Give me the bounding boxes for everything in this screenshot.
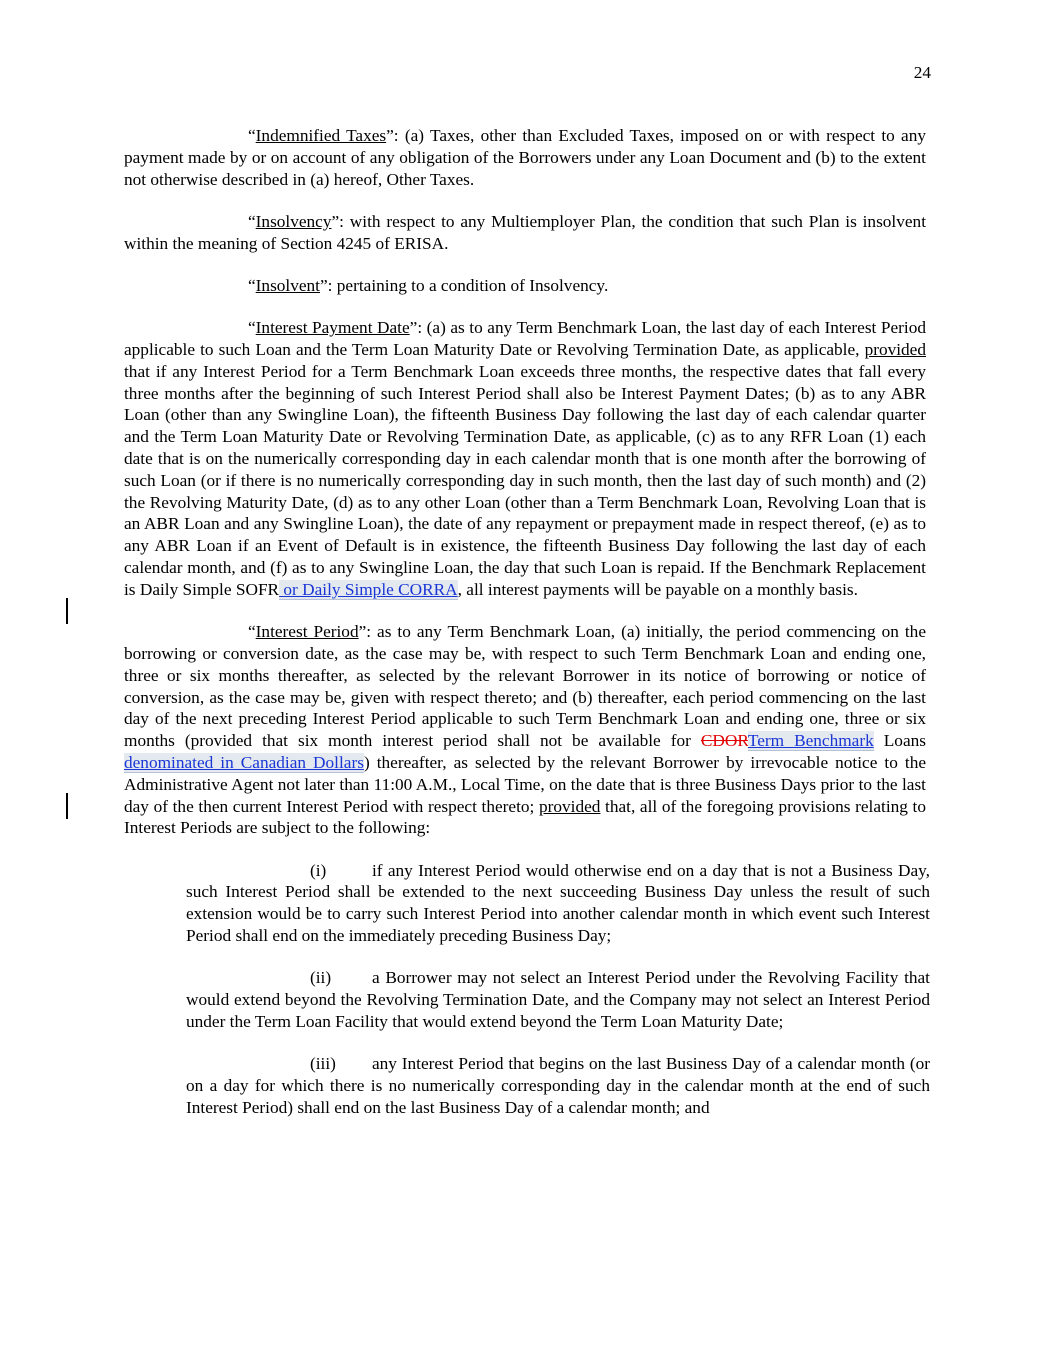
- definition-text: : with respect to any Multiemployer Plan, the condition that such Plan is insolvent within the meaning of Section 4245 of ERISA.: [124, 211, 926, 253]
- definition-insolvency: “Insolvency”: with respect to any Multiemployer Plan, the condition that such Plan is insolvent within the meaning of Section 4245 of ERISA.: [124, 211, 926, 253]
- clause-text: a Borrower may not select an Interest Period under the Revolving Facility that would extend beyond the Revolving Termination Date, and the Company may not select an Interest Period under the Term Loan Facility that would extend beyond the Term Loan Maturity Date;: [186, 968, 930, 1031]
- defined-term: Indemnified Taxes: [255, 126, 387, 145]
- defined-term: Interest Payment Date: [255, 318, 410, 338]
- inserted-text: denominated in Canadian Dollars: [124, 752, 364, 772]
- definition-text: : pertaining to a condition of Insolvency.: [327, 275, 609, 295]
- defined-term: Insolvency: [255, 211, 332, 231]
- definition-text: : (a) as to any Term Benchmark Loan, the last day of each Interest Period applicable to such Loan and the Term Loan Maturity Date or Revolving Termination Date, as applicable,: [124, 318, 926, 360]
- defined-term: Interest Period: [255, 622, 359, 642]
- page-number: 24: [913, 63, 931, 82]
- clause-number: (ii): [310, 968, 332, 988]
- definition-text: : as to any Term Benchmark Loan, (a) initially, the period commencing on the borrowing or conversion date, as the case may be, with respect to such Term Benchmark Loan and ending one, three or six months thereafter, as selected by the relevant Borrower in its notice of borrowing or notice of conversion, as the case may be, given with respect thereto; and (b) thereafter, each period commencing on the last day of the next preceding Interest Period applicable to such Term Benchmark Loan and ending one, three or six months (provided that six month interest period shall not be available for: [124, 622, 926, 751]
- definition-text: , all interest payments will be payable on a monthly basis.: [457, 579, 858, 599]
- clause-number: (iii): [310, 1054, 336, 1074]
- change-bar: [66, 598, 68, 624]
- provided-term: provided: [538, 796, 601, 816]
- definition-indemnified-taxes: “Indemnified Taxes”: (a) Taxes, other than Excluded Taxes, imposed on or with respect to any payment made by or on account of any obligation of the Borrowers under any Loan Document and (b) to the extent not otherwise described in (a) hereof, Other Taxes.: [124, 126, 926, 189]
- definition-insolvent: “Insolvent”: pertaining to a condition of Insolvency.: [248, 275, 609, 295]
- inserted-text: or Daily Simple CORRA: [279, 579, 458, 599]
- document-body: [124, 125, 930, 1139]
- clause-number: (i): [310, 860, 327, 880]
- clause-text: any Interest Period that begins on the last Business Day of a calendar month (or on a day for which there is no numerically corresponding day in the calendar month at the end of such Interest Period) shall end on the last Business Day of a calendar month; and: [186, 1054, 930, 1117]
- clause-ii: [186, 967, 930, 1032]
- definition-text: Loans: [873, 731, 926, 751]
- provided-term: provided: [864, 340, 926, 360]
- definition-text: : (a) Taxes, other than Excluded Taxes, imposed on or with respect to any payment made by or on account of any obligation of the Borrowers under any Loan Document and (b) to the extent not otherwise described in (a) hereof, Other Taxes.: [124, 126, 926, 189]
- definition-text: that, all of the foregoing provisions relating to Interest Periods are subject to the following:: [124, 796, 926, 838]
- definition-interest-payment-date: “Interest Payment Date”: (a) as to any Term Benchmark Loan, the last day of each Interest Period applicable to such Loan and the Term Loan Maturity Date or Revolving Termination Date, as applicable, provided that if any Interest Period for a Term Benchmark Loan exceeds three months, the respective dates that fall every three months after the beginning of such Interest Period shall also be Interest Payment Dates; (b) as to any ABR Loan (other than any Swingline Loan), the fifteenth Business Day following the last day of each calendar quarter and the Term Loan Maturity Date or Revolving Termination Date, as applicable, (c) as to any RFR Loan (1) each date that is on the numerically corresponding day in each calendar month that is one month after the borrowing of such Loan (or if there is no numerically corresponding day in such month, then the last day of such month) and (2) the Revolving Maturity Date, (d) as to any other Loan (other than a Term Benchmark Loan, Revolving Loan that is an ABR Loan and any Swingline Loan), the date of any repayment or prepayment made in respect thereof, (e) as to any ABR Loan if an Event of Default is in existence, the fifteenth Business Day following the last day of each calendar month, and (f) as to any Swingline Loan, the day that such Loan is repaid. If the Benchmark Replacement is Daily Simple SOFR or Daily Simple CORRA, all interest payments will be payable on a monthly basis.: [124, 318, 926, 599]
- clause-i: [186, 860, 930, 947]
- definition-text: that if any Interest Period for a Term Benchmark Loan exceeds three months, the respective dates that fall every three months after the beginning of such Interest Period shall also be Interest Payment Dates; (b) as to any ABR Loan (other than any Swingline Loan), the fifteenth Business Day following the last day of each calendar quarter and the Term Loan Maturity Date or Revolving Termination Date, as applicable, (c) as to any RFR Loan (1) each date that is on the numerically corresponding day in each calendar month that is one month after the borrowing of such Loan (or if there is no numerically corresponding day in such month, then the last day of such month) and (2) the Revolving Maturity Date, (d) as to any other Loan (other than a Term Benchmark Loan, Revolving Loan that is an ABR Loan and any Swingline Loan), the date of any repayment or prepayment made in respect thereof, (e) as to any ABR Loan if an Event of Default is in existence, the fifteenth Business Day following the last day of each calendar month, and (f) as to any Swingline Loan, the day that such Loan is repaid. If the Benchmark Replacement is Daily Simple SOFR: [124, 361, 926, 599]
- defined-term: Insolvent: [255, 275, 320, 295]
- inserted-text: Term Benchmark: [747, 731, 874, 751]
- clause-iii: [186, 1053, 930, 1118]
- definition-text: ) thereafter, as selected by the relevant Borrower by irrevocable notice to the Administrative Agent not later than 11:00 A.M., Local Time, on the date that is three Business Days prior to the last day of the then current Interest Period with respect thereto;: [124, 752, 926, 816]
- definition-interest-period: “Interest Period”: as to any Term Benchmark Loan, (a) initially, the period commencing on the borrowing or conversion date, as the case may be, with respect to such Term Benchmark Loan and ending one, three or six months thereafter, as selected by the relevant Borrower in its notice of borrowing or notice of conversion, as the case may be, given with respect thereto; and (b) thereafter, each period commencing on the last day of the next preceding Interest Period applicable to such Term Benchmark Loan and ending one, three or six months (provided that six month interest period shall not be available for CDORTerm Benchmark Loans denominated in Canadian Dollars) thereafter, as selected by the relevant Borrower by irrevocable notice to the Administrative Agent not later than 11:00 A.M., Local Time, on the date that is three Business Days prior to the last day of the then current Interest Period with respect thereto; provided that, all of the foregoing provisions relating to Interest Periods are subject to the following:: [124, 622, 926, 838]
- change-bar: [66, 793, 68, 819]
- deleted-text: CDOR: [700, 731, 748, 751]
- clause-text: if any Interest Period would otherwise end on a day that is not a Business Day, such Interest Period shall be extended to the next succeeding Business Day unless the result of such extension would be to carry such Interest Period into another calendar month in which event such Interest Period shall end on the immediately preceding Business Day;: [186, 860, 930, 945]
